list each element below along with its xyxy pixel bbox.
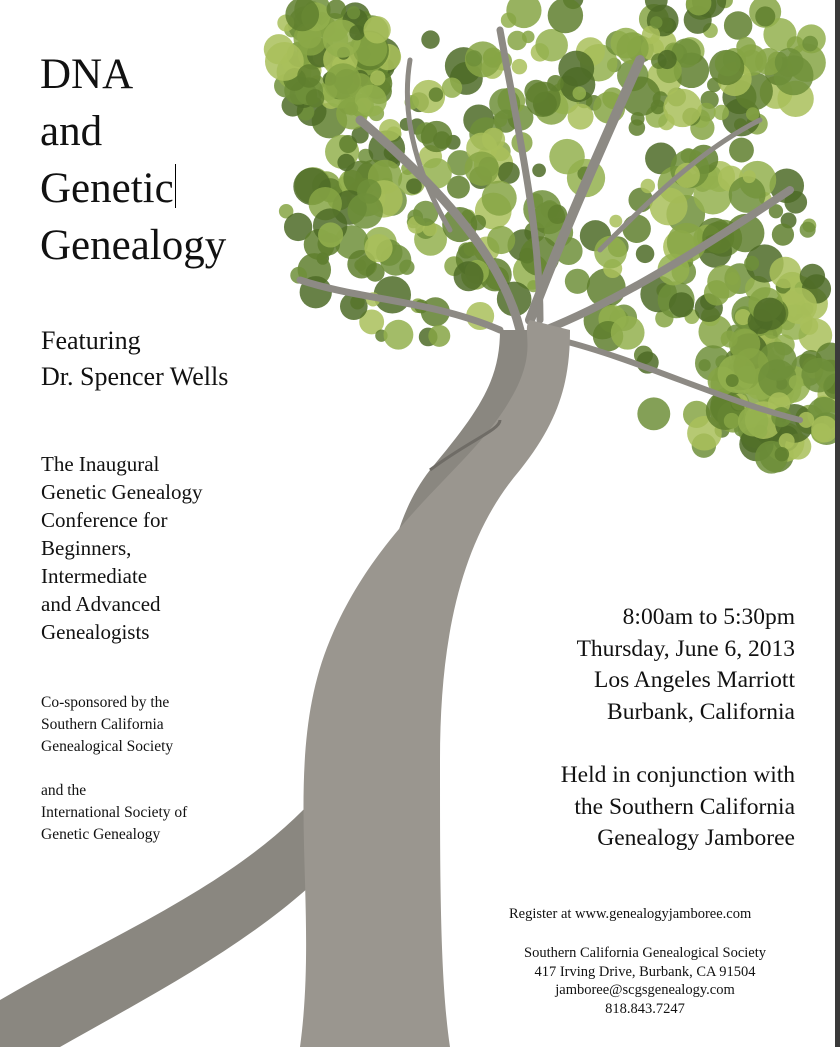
text-cursor xyxy=(175,164,176,208)
leaf-cluster xyxy=(421,121,452,152)
leaf-cluster xyxy=(772,223,794,245)
leaf-cluster xyxy=(522,31,535,44)
trunk xyxy=(0,320,570,1047)
cosponsor-line: Genealogical Society xyxy=(41,738,174,755)
leaf-cluster xyxy=(399,260,414,275)
leaf-cluster xyxy=(512,59,527,74)
leaf-cluster xyxy=(775,447,789,461)
contact-org: Southern California Genealogical Society xyxy=(524,945,766,961)
leaf-cluster xyxy=(800,317,818,335)
leaf-cluster xyxy=(487,226,515,254)
leaf-cluster xyxy=(726,374,739,387)
title-line: DNA xyxy=(40,51,134,98)
leaf-cluster xyxy=(715,50,741,76)
contact-email: jamboree@scgsgenealogy.com xyxy=(555,982,735,998)
cosponsor-line: Genetic Genealogy xyxy=(41,826,161,843)
leaf-cluster xyxy=(454,261,484,291)
cosponsor-line: and the xyxy=(41,782,87,799)
leaf-cluster xyxy=(753,298,786,331)
leaf-cluster xyxy=(466,50,482,66)
description-line: and Advanced xyxy=(41,592,161,616)
cosponsor-line: Southern California xyxy=(41,716,164,733)
title-line: and xyxy=(40,108,103,155)
leaf-cluster xyxy=(663,89,701,127)
leaf-cluster xyxy=(471,215,486,230)
featuring-label: Featuring xyxy=(41,326,141,355)
leaf-cluster xyxy=(355,85,387,117)
leaf-cluster xyxy=(755,6,775,26)
held-line: Held in conjunction with xyxy=(560,762,795,788)
description-line: Conference for xyxy=(41,508,168,532)
leaf-cluster xyxy=(669,292,694,317)
leaf-cluster xyxy=(789,375,804,390)
leaf-cluster xyxy=(565,269,590,294)
leaf-cluster xyxy=(384,320,414,350)
leaf-cluster xyxy=(572,86,586,100)
leaf-cluster xyxy=(707,265,741,299)
contact-address: 417 Irving Drive, Burbank, CA 91504 xyxy=(534,963,756,980)
leaf-cluster xyxy=(347,6,360,19)
leaf-cluster xyxy=(650,16,662,28)
window-edge xyxy=(835,0,840,1047)
leaf-cluster xyxy=(264,34,294,64)
description-line: The Inaugural xyxy=(41,452,160,476)
leaf-cluster xyxy=(357,179,381,203)
leaf-cluster xyxy=(641,179,656,194)
description-line: Genetic Genealogy xyxy=(41,480,203,504)
leaf-cluster xyxy=(465,152,499,186)
leaf-cluster xyxy=(306,89,324,107)
leaf-cluster xyxy=(428,325,450,347)
leaf-cluster xyxy=(658,50,677,69)
event-date: Thursday, June 6, 2013 xyxy=(576,635,795,662)
speaker-name: Dr. Spencer Wells xyxy=(41,362,229,391)
featuring xyxy=(41,323,228,395)
description-line: Intermediate xyxy=(41,564,148,588)
conference-description xyxy=(41,450,203,646)
held-with xyxy=(561,760,795,855)
leaf-cluster xyxy=(345,102,358,115)
event-time: 8:00am to 5:30pm xyxy=(622,604,795,630)
leaf-cluster xyxy=(482,181,517,216)
leaf-cluster xyxy=(637,397,670,430)
title-line: Genealogy xyxy=(40,222,227,269)
leaf-cluster xyxy=(349,25,364,40)
leaf-cluster xyxy=(327,0,347,19)
event-details xyxy=(577,602,795,728)
leaf-cluster xyxy=(729,138,754,163)
contact-info xyxy=(480,944,810,1018)
description-line: Genealogists xyxy=(41,620,150,644)
leaf-cluster xyxy=(548,0,583,33)
leaf-cluster xyxy=(532,163,546,177)
leaf-cluster xyxy=(611,316,645,350)
leaf-cluster xyxy=(779,433,795,449)
title-line: Genetic xyxy=(40,165,174,212)
leaf-cluster xyxy=(337,154,354,171)
description-line: Beginners, xyxy=(41,536,132,560)
held-line: the Southern California xyxy=(574,793,795,820)
leaf-cluster xyxy=(370,70,385,85)
leaf-cluster xyxy=(325,63,361,99)
register-link: Register at www.genealogyjamboree.com xyxy=(509,906,752,922)
leaf-cluster xyxy=(364,234,392,262)
leaf-cluster xyxy=(363,16,390,43)
leaf-cluster xyxy=(318,222,343,247)
leaf-cluster xyxy=(743,170,756,183)
leaf-cluster xyxy=(801,358,836,393)
leaf-cluster xyxy=(482,128,505,151)
leaf-cluster xyxy=(714,105,729,120)
event-city: Burbank, California xyxy=(607,698,795,725)
leaf-cluster xyxy=(800,222,816,238)
held-line: Genealogy Jamboree xyxy=(597,825,795,851)
leaf-cluster xyxy=(802,36,818,52)
event-venue: Los Angeles Marriott xyxy=(593,667,795,693)
leaf-cluster xyxy=(297,64,321,88)
leaf-cluster xyxy=(636,245,655,264)
leaf-cluster xyxy=(498,162,520,184)
leaf-cluster xyxy=(729,328,760,359)
leaf-cluster xyxy=(421,30,439,48)
leaf-cluster xyxy=(429,87,443,101)
leaf-cluster xyxy=(811,416,838,443)
contact-phone: 818.843.7247 xyxy=(605,1000,685,1017)
leaf-cluster xyxy=(442,78,462,98)
leaf-cluster xyxy=(609,215,622,228)
leaf-cluster xyxy=(744,256,759,271)
cosponsors xyxy=(41,692,187,846)
leaf-cluster xyxy=(558,51,594,87)
leaf-cluster xyxy=(724,413,740,429)
poster-title xyxy=(40,46,226,274)
cosponsor-line: Co-sponsored by the xyxy=(41,694,170,711)
leaf-cluster xyxy=(568,104,594,130)
leaf-cluster xyxy=(769,257,801,289)
leaf-cluster xyxy=(724,11,752,39)
leaf-cluster xyxy=(622,215,650,243)
leaf-cluster xyxy=(736,37,756,57)
leaf-cluster xyxy=(549,139,585,175)
cosponsor-line: International Society of xyxy=(41,804,188,821)
leaf-cluster xyxy=(525,82,560,117)
leaf-cluster xyxy=(775,48,804,77)
